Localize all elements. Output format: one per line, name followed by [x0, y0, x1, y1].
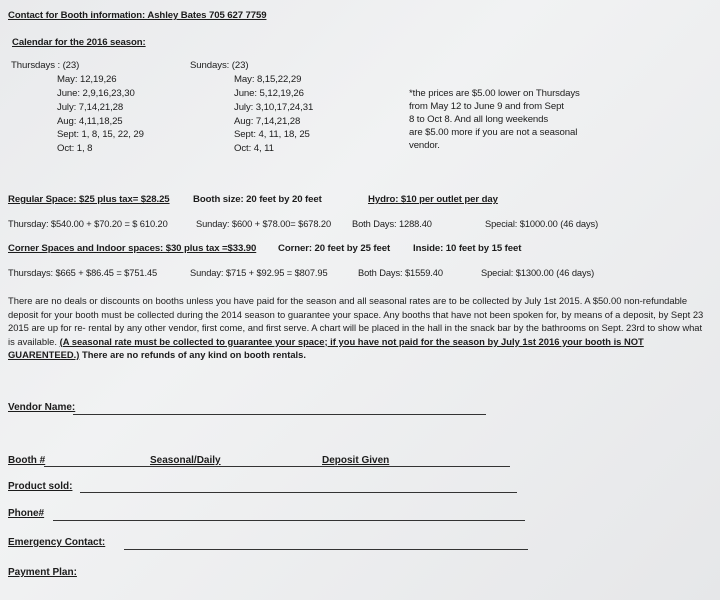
- product-sold-field[interactable]: [80, 492, 517, 493]
- regular-sunday: Sunday: $600 + $78.00= $678.20: [196, 219, 332, 229]
- inside-size: Inside: 10 feet by 15 feet: [413, 243, 522, 254]
- payment-plan-label: Payment Plan:: [8, 567, 77, 578]
- corner-size: Corner: 20 feet by 25 feet: [278, 243, 391, 254]
- note-line: *the prices are $5.00 lower on Thursdays: [409, 88, 580, 99]
- list-item: Oct: 1, 8: [57, 143, 93, 154]
- list-item: June: 2,9,16,23,30: [57, 88, 135, 99]
- list-item: Oct: 4, 11: [234, 143, 274, 154]
- terms-paragraph: [8, 294, 706, 362]
- contact-line: Contact for Booth information: Ashley Bates 705 627 7759: [8, 10, 267, 21]
- list-item: Sept: 4, 11, 18, 25: [234, 129, 310, 140]
- terms-guarantee: (A seasonal rate must be collected to guarantee your space; if you have not paid for the season by July 1st 2016 your booth is NOT GUARENTEED.): [8, 335, 644, 360]
- emergency-contact-field[interactable]: [124, 549, 528, 550]
- regular-space-title: Regular Space: $25 plus tax= $28.25: [8, 194, 170, 205]
- list-item: July: 7,14,21,28: [57, 102, 124, 113]
- list-item: Sept: 1, 8, 15, 22, 29: [57, 129, 144, 140]
- phone-field[interactable]: [53, 520, 525, 521]
- list-item: June: 5,12,19,26: [234, 88, 304, 99]
- vendor-name-field[interactable]: [73, 414, 486, 415]
- product-sold-label: Product sold:: [8, 481, 73, 492]
- regular-thursday: Thursday: $540.00 + $70.20 = $ 610.20: [8, 219, 168, 229]
- list-item: Aug: 7,14,21,28: [234, 116, 301, 127]
- note-line: vendor.: [409, 140, 440, 151]
- list-item: May: 8,15,22,29: [234, 74, 302, 85]
- calendar-title: Calendar for the 2016 season:: [12, 37, 146, 48]
- booth-size: Booth size: 20 feet by 20 feet: [193, 194, 322, 205]
- thursdays-title: Thursdays : (23): [11, 60, 80, 71]
- corner-special: Special: $1300.00 (46 days): [481, 268, 595, 278]
- vendor-name-label: Vendor Name:: [8, 402, 76, 413]
- note-line: from May 12 to June 9 and from Sept: [409, 101, 564, 112]
- regular-both-days: Both Days: 1288.40: [352, 219, 432, 229]
- booth-number-label: Booth #: [8, 455, 46, 466]
- note-line: are $5.00 more if you are not a seasonal: [409, 127, 578, 138]
- terms-text: There are no deals or discounts on booths unless you have paid for the season and all seasonal rates are to be collected by July 1st 2015. A $50.00 non-refundable deposit for your booth must be collected during the 2014 season to guarantee your space. Any booths that have not been spoken for, by means of a deposit, by Sept 23 2015 are up for re- rental by any other vendor, first come, and first serve. A chart will be placed in the hall in the snack bar by the bathrooms on Sept. 23rd to show what is available.: [8, 295, 704, 347]
- booth-details-field[interactable]: [44, 466, 510, 467]
- terms-no-refunds: There are no refunds of any kind on booth rentals.: [81, 349, 306, 360]
- sundays-title: Sundays: (23): [190, 60, 249, 71]
- corner-space-title: Corner Spaces and Indoor spaces: $30 plus tax =$33.90: [8, 243, 257, 254]
- seasonal-daily-label: Seasonal/Daily: [150, 455, 221, 466]
- list-item: Aug: 4,11,18,25: [57, 116, 123, 127]
- regular-special: Special: $1000.00 (46 days): [485, 219, 599, 229]
- corner-both-days: Both Days: $1559.40: [358, 268, 443, 278]
- deposit-given-label: Deposit Given: [322, 455, 390, 466]
- list-item: July: 3,10,17,24,31: [234, 102, 314, 113]
- list-item: May: 12,19,26: [57, 74, 117, 85]
- corner-thursday: Thursdays: $665 + $86.45 = $751.45: [8, 268, 158, 278]
- corner-sunday: Sunday: $715 + $92.95 = $807.95: [190, 268, 328, 278]
- note-line: 8 to Oct 8. And all long weekends: [409, 114, 549, 125]
- emergency-contact-label: Emergency Contact:: [8, 537, 106, 548]
- hydro-rate: Hydro: $10 per outlet per day: [368, 194, 498, 205]
- phone-label: Phone#: [8, 508, 45, 519]
